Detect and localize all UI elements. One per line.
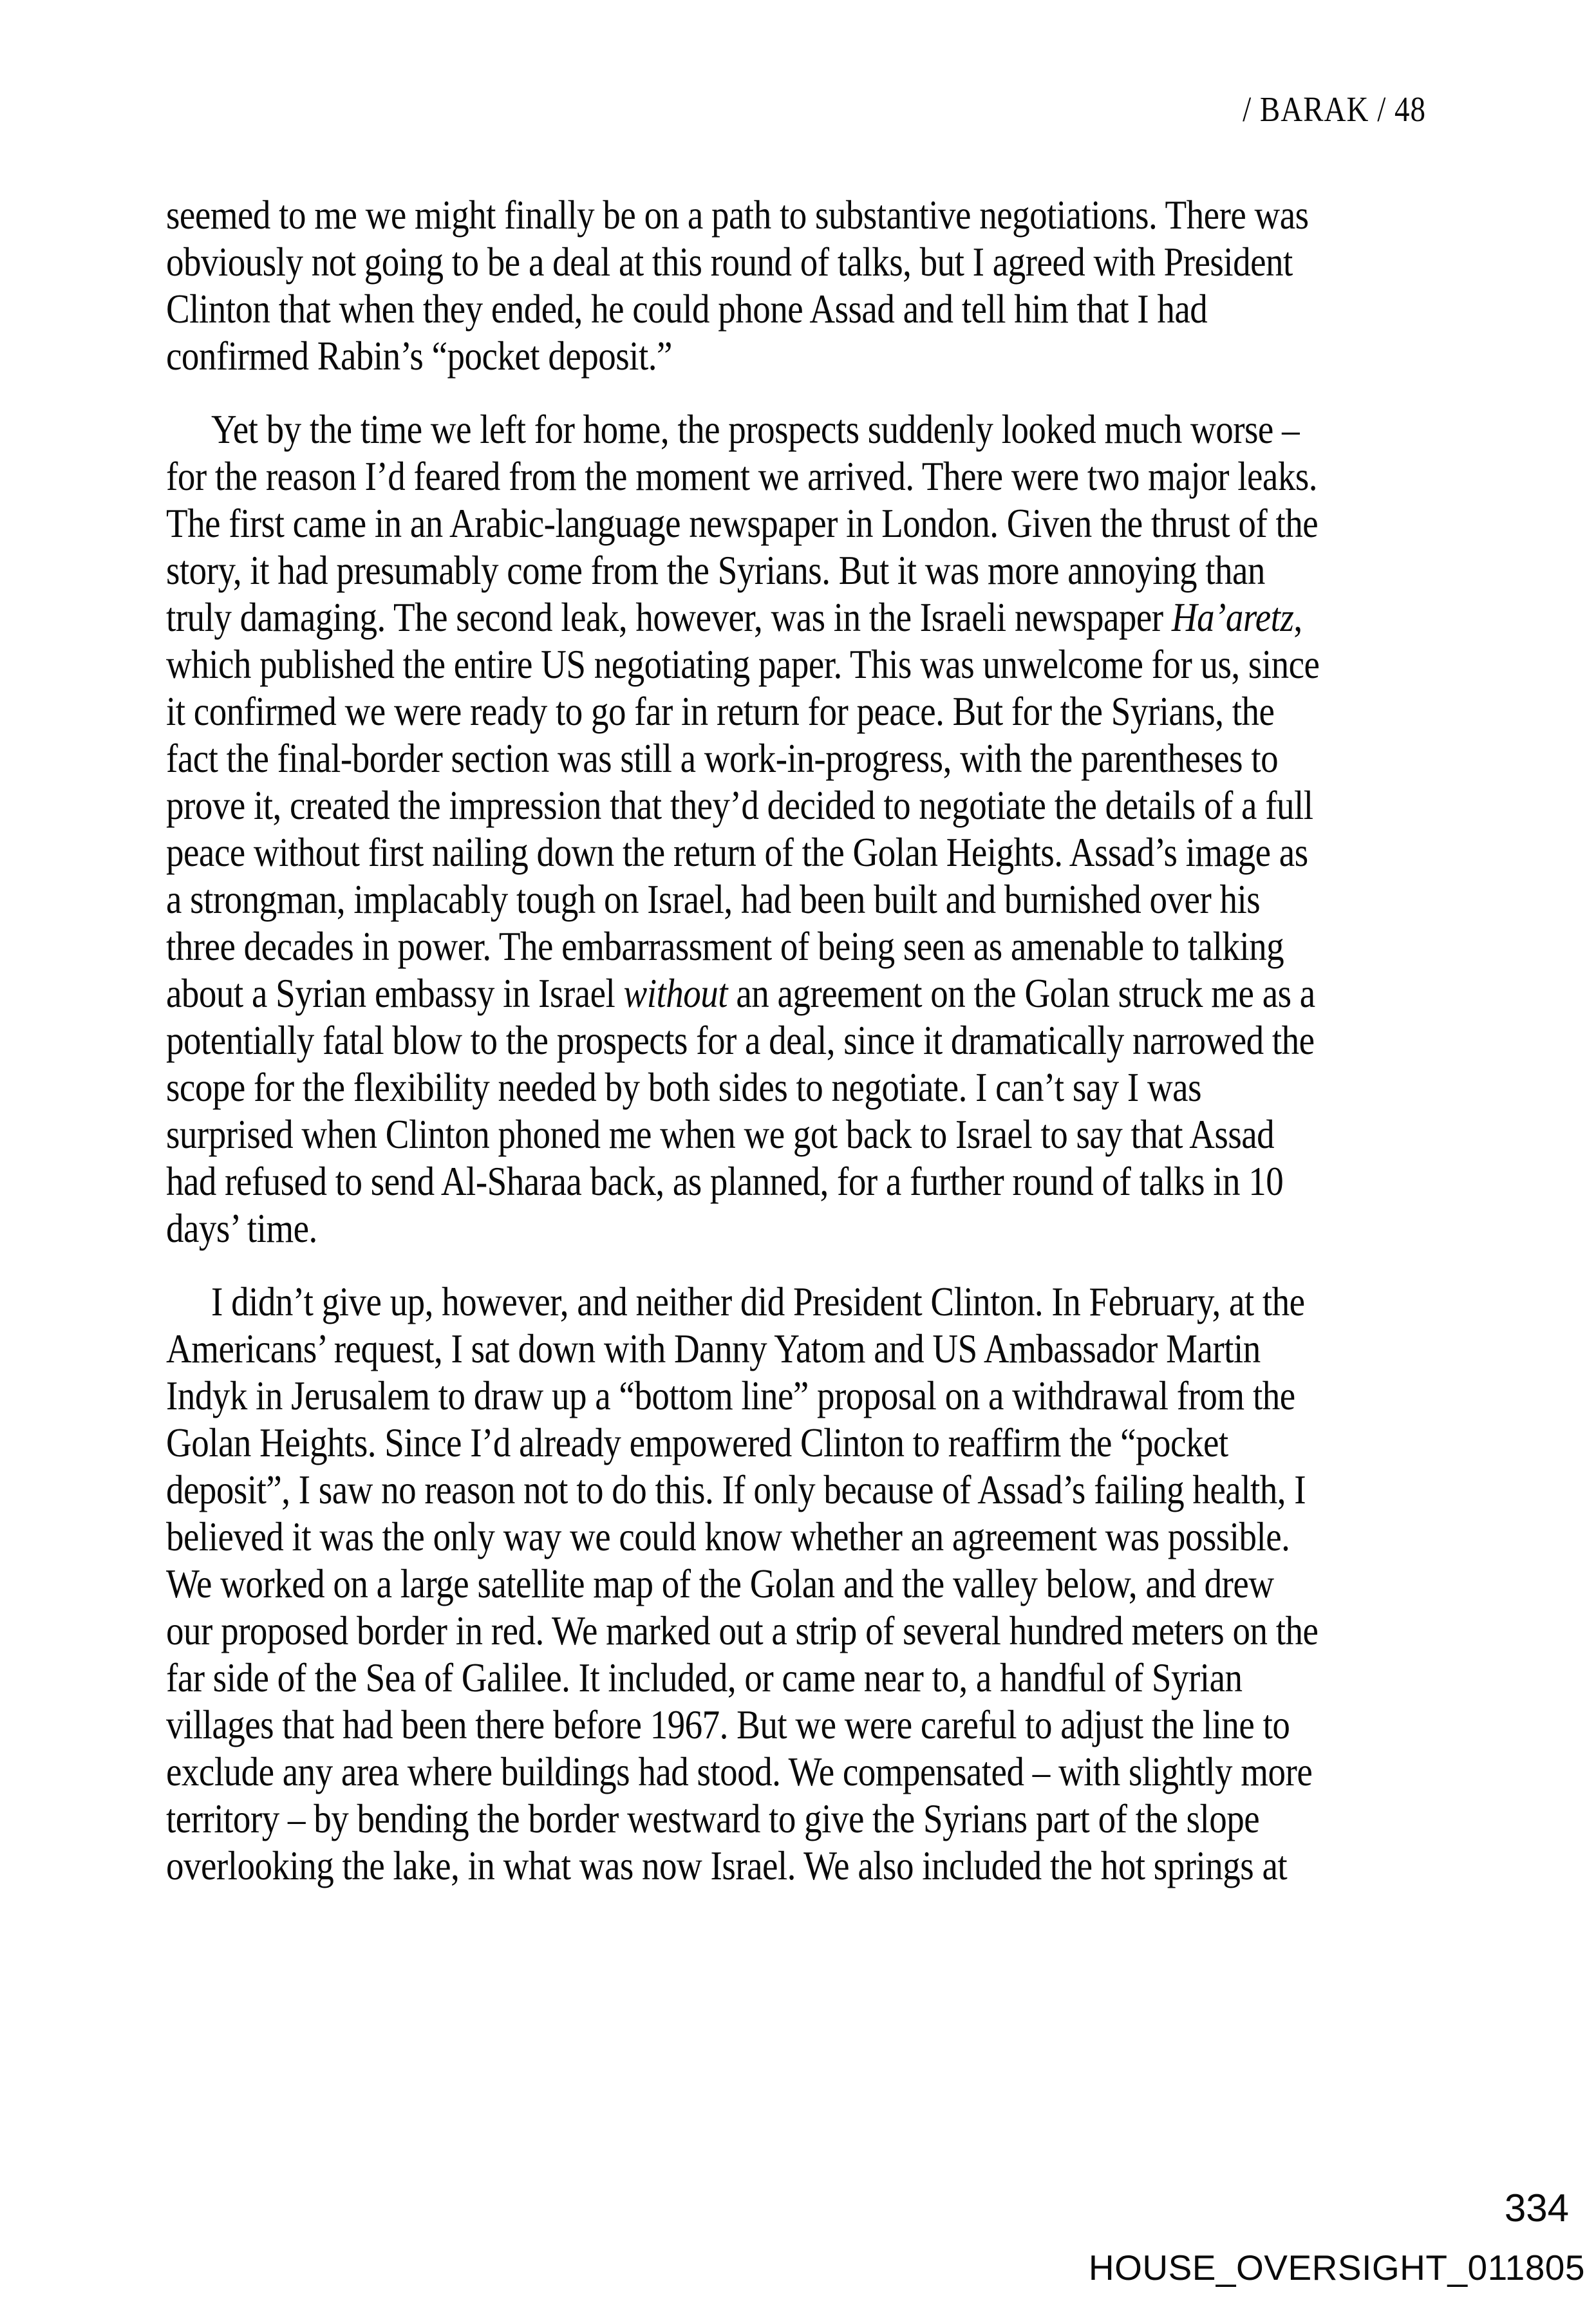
text-line: truly damaging. The second leak, however, was in the Israeli newspaper Ha’aretz, [166,594,1302,640]
text-line: for the reason I’d feared from the moment we arrived. There were two major leaks. [166,453,1317,499]
page-number [1504,2186,1569,2230]
text-line: believed it was the only way we could know whether an agreement was possible. [166,1514,1290,1559]
text-line: potentially fatal blow to the prospects for a deal, since it dramatically narrowed the [166,1017,1315,1063]
text-line: our proposed border in red. We marked out a strip of several hundred meters on the [166,1608,1319,1653]
bates-stamp [1089,2248,1585,2287]
text-line: We worked on a large satellite map of the Golan and the valley below, and drew [166,1561,1274,1606]
text-line: territory – by bending the border westward to give the Syrians part of the slope [166,1796,1260,1841]
text-line: it confirmed we were ready to go far in return for peace. But for the Syrians, the [166,688,1275,734]
text-line: which published the entire US negotiating paper. This was unwelcome for us, since [166,641,1320,687]
paragraph [166,408,1431,1254]
text-line: exclude any area where buildings had stood. We compensated – with slightly more [166,1749,1313,1794]
text-line: Clinton that when they ended, he could phone Assad and tell him that I had [166,286,1208,332]
text-line: I didn’t give up, however, and neither did President Clinton. In February, at the [211,1279,1305,1324]
text-line: overlooking the lake, in what was now Israel. We also included the hot springs at [166,1843,1288,1888]
header-folio-text: / BARAK / 48 [1243,90,1426,129]
text-line: confirmed Rabin’s “pocket deposit.” [166,333,672,379]
text-line: surprised when Clinton phoned me when we got back to Israel to say that Assad [166,1111,1275,1157]
text-line: a strongman, implacably tough on Israel, had been built and burnished over his [166,876,1261,922]
document-body [166,193,1431,1891]
text-line: seemed to me we might finally be on a path to substantive negotiations. There was [166,192,1309,238]
text-line: had refused to send Al-Sharaa back, as planned, for a further round of talks in 10 [166,1158,1284,1204]
text-line: obviously not going to be a deal at this round of talks, but I agreed with President [166,239,1293,285]
text-line: three decades in power. The embarrassment of being seen as amenable to talking [166,923,1284,969]
text-line: peace without first nailing down the return of the Golan Heights. Assad’s image as [166,829,1308,875]
text-line: scope for the flexibility needed by both sides to negotiate. I can’t say I was [166,1064,1201,1110]
text-line: about a Syrian embassy in Israel without an agreement on the Golan struck me as a [166,970,1315,1016]
paragraph [166,193,1431,381]
text-line: fact the final-border section was still a work-in-progress, with the parentheses to [166,735,1279,781]
text-line: Yet by the time we left for home, the prospects suddenly looked much worse – [211,406,1300,452]
text-line: far side of the Sea of Galilee. It included, or came near to, a handful of Syrian [166,1655,1243,1700]
text-line: villages that had been there before 1967. But we were careful to adjust the line to [166,1702,1290,1747]
text-line: days’ time. [166,1205,317,1251]
text-line: deposit”, I saw no reason not to do this. If only because of Assad’s failing health, I [166,1467,1306,1512]
text-line: prove it, created the impression that they’d decided to negotiate the details of a full [166,782,1313,828]
text-line: Golan Heights. Since I’d already empowered Clinton to reaffirm the “pocket [166,1420,1228,1465]
header-folio [1243,90,1426,129]
page-number-text: 334 [1504,2186,1569,2230]
paragraph [166,1280,1431,1891]
text-line: Americans’ request, I sat down with Danny Yatom and US Ambassador Martin [166,1326,1261,1371]
text-line: The first came in an Arabic-language newspaper in London. Given the thrust of the [166,500,1319,546]
text-line: story, it had presumably come from the Syrians. But it was more annoying than [166,547,1265,593]
text-line: Indyk in Jerusalem to draw up a “bottom line” proposal on a withdrawal from the [166,1373,1295,1418]
bates-stamp-text: HOUSE_OVERSIGHT_011805 [1088,2248,1585,2288]
